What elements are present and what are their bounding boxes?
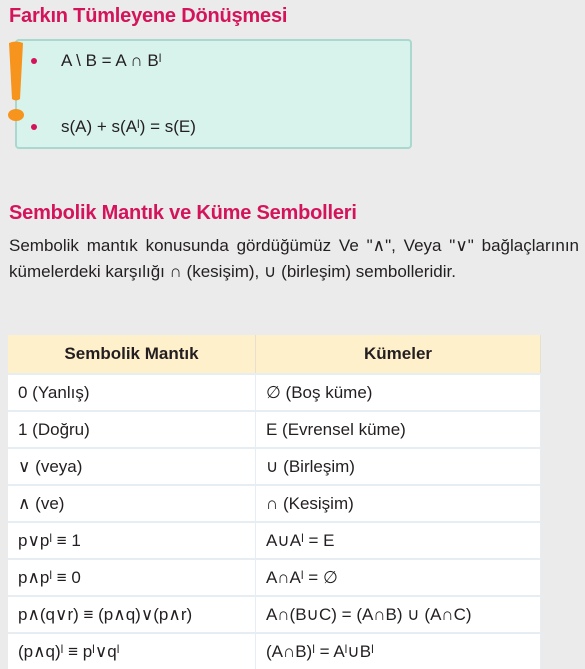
table-row (8, 485, 541, 522)
logic-cell: p∧(q∨r) ≡ (p∧q)∨(p∧r) (8, 596, 256, 633)
table-row (8, 411, 541, 448)
header-kumeler: Kümeler (256, 335, 541, 374)
set-cell: A∪Aˡ = E (256, 522, 541, 559)
bullet-icon (31, 124, 37, 130)
set-cell: ∅ (Boş küme) (256, 374, 541, 411)
logic-cell: (p∧q)ˡ ≡ pˡ∨qˡ (8, 633, 256, 669)
formula-row-1 (31, 51, 161, 71)
formula-cardinality: s(A) + s(Aˡ) = s(E) (61, 117, 196, 136)
set-cell: A∩(B∪C) = (A∩B) ∪ (A∩C) (256, 596, 541, 633)
formula-box (15, 39, 412, 149)
logic-cell: 1 (Doğru) (8, 411, 256, 448)
table-header-row (8, 335, 541, 374)
bullet-icon (31, 58, 37, 64)
logic-cell: p∨pˡ ≡ 1 (8, 522, 256, 559)
header-sembolik-mantik: Sembolik Mantık (8, 335, 256, 374)
set-cell: ∩ (Kesişim) (256, 485, 541, 522)
exclamation-icon (5, 41, 27, 123)
symbol-table (8, 335, 541, 669)
table-row (8, 522, 541, 559)
logic-cell: 0 (Yanlış) (8, 374, 256, 411)
logic-cell: p∧pˡ ≡ 0 (8, 559, 256, 596)
set-cell: ∪ (Birleşim) (256, 448, 541, 485)
formula-difference: A \ B = A ∩ Bˡ (61, 51, 162, 70)
table-row (8, 596, 541, 633)
set-cell: A∩Aˡ = ∅ (256, 559, 541, 596)
set-cell: (A∩B)ˡ = Aˡ∪Bˡ (256, 633, 541, 669)
table-row (8, 374, 541, 411)
section-title-fark: Farkın Tümleyene Dönüşmesi (9, 5, 288, 27)
logic-cell: ∧ (ve) (8, 485, 256, 522)
table-row (8, 559, 541, 596)
logic-cell: ∨ (veya) (8, 448, 256, 485)
formula-row-2 (31, 117, 196, 137)
table-row (8, 448, 541, 485)
set-cell: E (Evrensel küme) (256, 411, 541, 448)
intro-paragraph: Sembolik mantık konusunda gördüğümüz Ve "∧", Veya "∨" bağlaçlarının kümelerdeki karşılığı ∩ (kesişim), ∪ (birleşim) sembolleridir. (9, 236, 579, 281)
table-row (8, 633, 541, 669)
section-title-sembolik: Sembolik Mantık ve Küme Sembolleri (9, 202, 357, 224)
